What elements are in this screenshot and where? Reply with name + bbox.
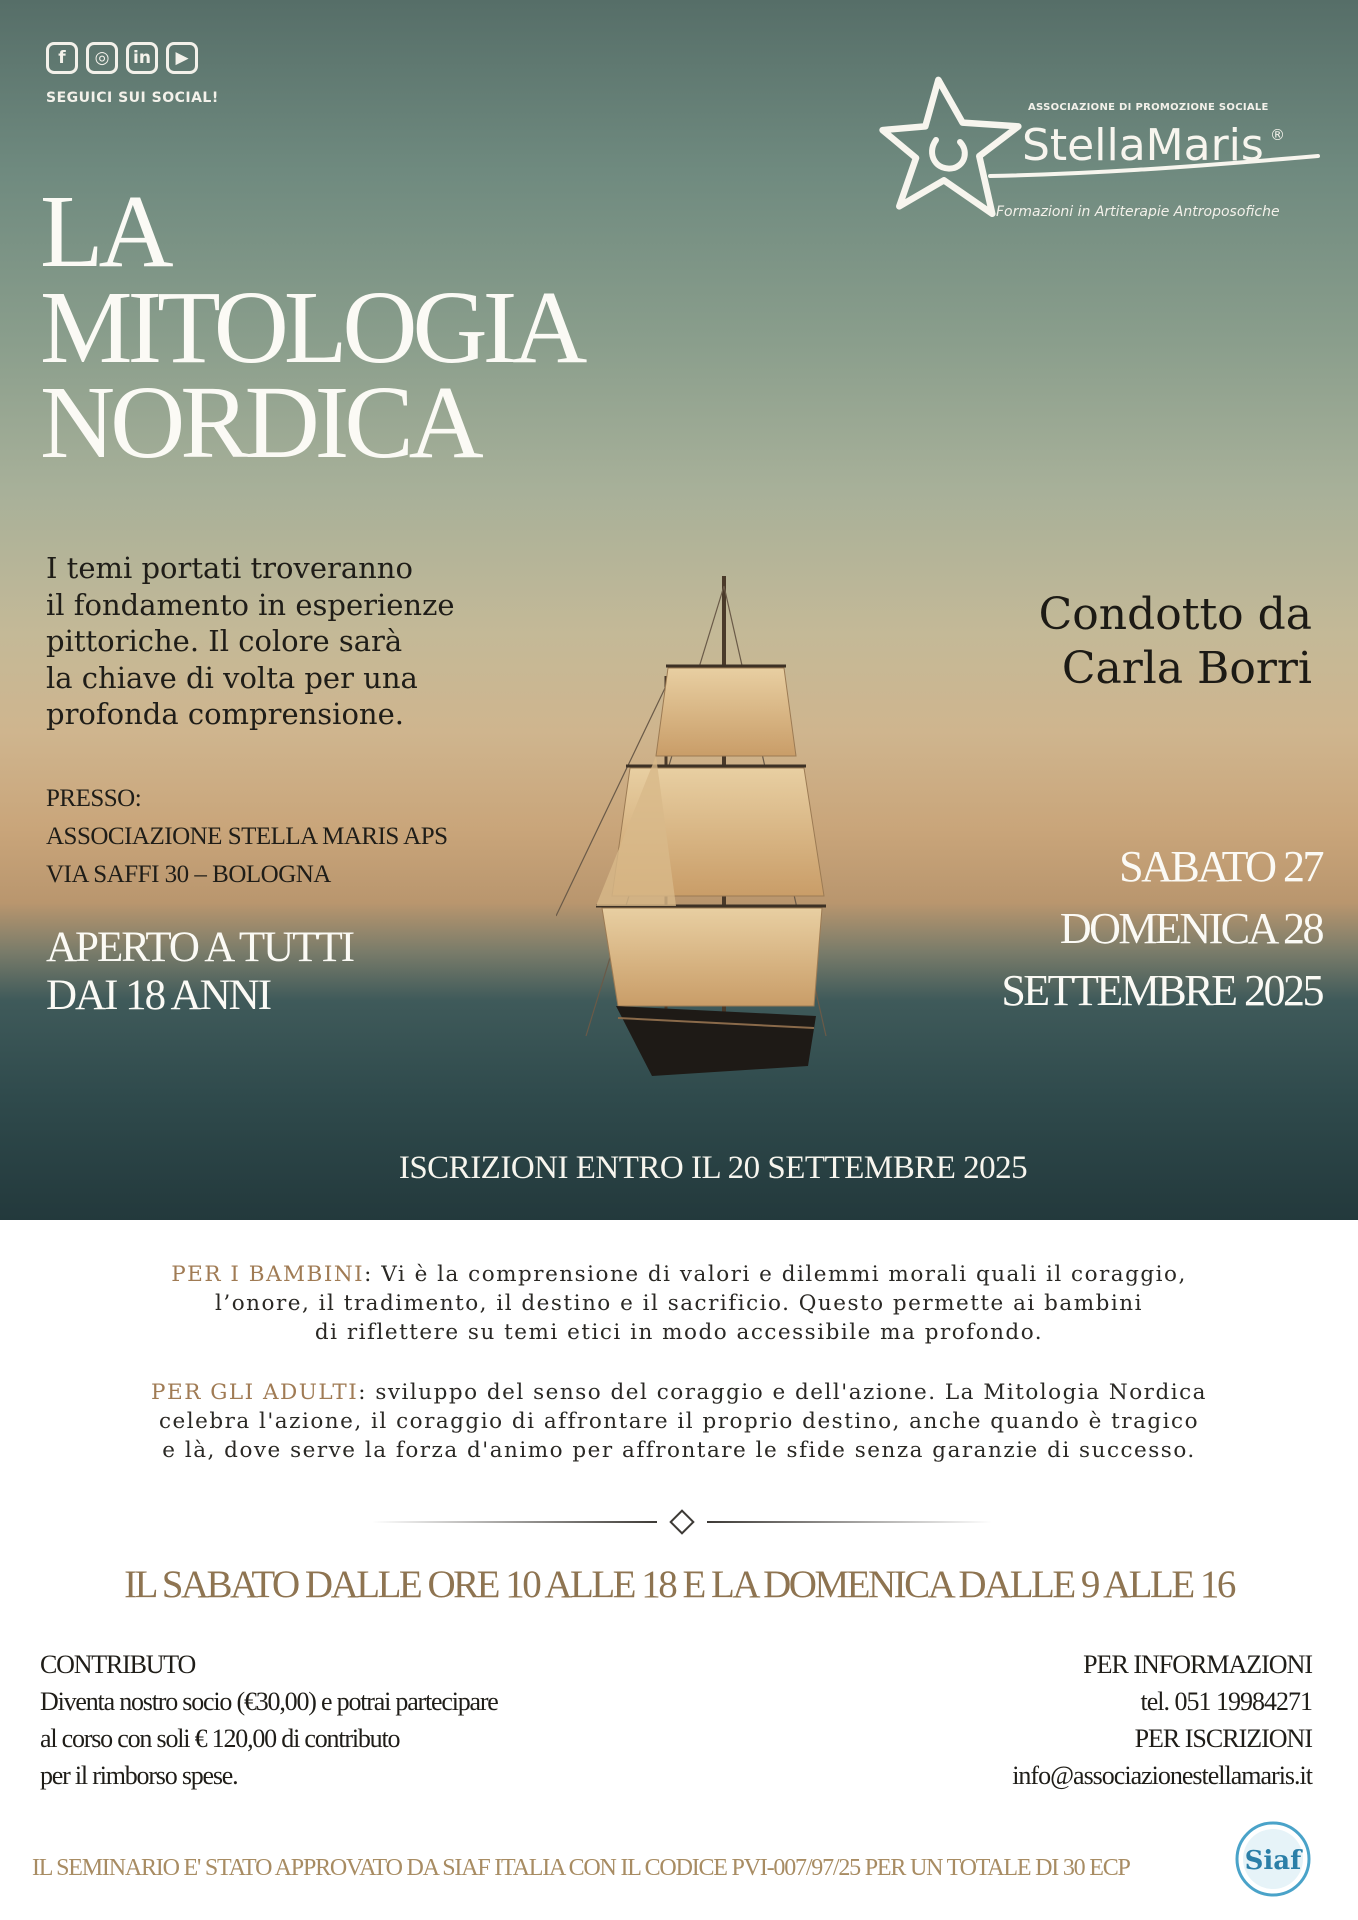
title-line: MITOLOGIA (40, 269, 583, 385)
divider-line-right (707, 1521, 992, 1523)
title-line: LA (40, 174, 169, 289)
logo-assoc-label: ASSOCIAZIONE DI PROMOZIONE SOCIALE (1028, 102, 1269, 113)
diamond-icon (669, 1509, 694, 1534)
conductor-label: Condotto da (1038, 589, 1312, 640)
contribution-line: per il rimborso spese. (40, 1761, 238, 1790)
schedule-text: IL SABATO DALLE ORE 10 ALLE 18 E LA DOMENICA DALLE 9 ALLE 16 (124, 1563, 1234, 1606)
kids-line: di riflettere su temi etici in modo accessibile ma profondo. (314, 1320, 1044, 1345)
registration-deadline: ISCRIZIONI ENTRO IL 20 SETTEMBRE 2025 (398, 1150, 1028, 1186)
audience-line: DAI 18 ANNI (46, 972, 271, 1019)
title-line: NORDICA (40, 365, 479, 481)
logo-tagline: Formazioni in Artiterapie Antroposofiche (996, 204, 1280, 220)
contribution-line: Diventa nostro socio (€30,00) e potrai partecipare (40, 1687, 498, 1716)
stella-maris-logo (878, 76, 1323, 226)
adults-paragraph (70, 1378, 1288, 1465)
conductor-name: Carla Borri (1061, 643, 1312, 694)
linkedin-icon[interactable]: in (126, 42, 158, 74)
svg-text:Siaf: Siaf (1244, 1846, 1302, 1876)
kids-line: l’onore, il tradimento, il destino e il sacrificio. Questo permette ai bambini (215, 1291, 1143, 1316)
instagram-icon[interactable]: ◎ (86, 42, 118, 74)
audience-info (46, 924, 353, 1020)
siaf-approval-note: IL SEMINARIO E' STATO APPROVATO DA SIAF ITALIA CON IL CODICE PVI-007/97/25 PER UN TOTALE DI 30 ECP (32, 1855, 1130, 1881)
logo-brand-name: StellaMaris (1022, 120, 1264, 171)
registered-mark: ® (1270, 126, 1285, 144)
social-icons (46, 42, 198, 74)
email-link[interactable]: info@associazionestellamaris.it (1012, 1761, 1312, 1790)
youtube-icon[interactable]: ▶ (166, 42, 198, 74)
venue-name: ASSOCIAZIONE STELLA MARIS APS (46, 823, 448, 850)
conductor-info (1039, 588, 1312, 696)
date-line: DOMENICA 28 (1059, 904, 1322, 953)
signup-heading: PER ISCRIZIONI (1134, 1724, 1312, 1753)
adults-lead: PER GLI ADULTI (151, 1380, 359, 1405)
adults-line: e là, dove serve la forza d'animo per affrontare le sfide senza garanzie di successo. (162, 1438, 1196, 1463)
venue-address: VIA SAFFI 30 – BOLOGNA (46, 861, 331, 888)
audience-line: APERTO A TUTTI (46, 924, 354, 971)
event-dates (1001, 836, 1322, 1022)
facebook-icon[interactable]: f (46, 42, 78, 74)
date-line: SABATO 27 (1119, 842, 1322, 891)
siaf-logo (1234, 1820, 1312, 1898)
adults-line: : sviluppo del senso del coraggio e dell'azione. La Mitologia Nordica (358, 1380, 1207, 1405)
contribution-heading: CONTRIBUTO (40, 1650, 196, 1679)
phone-number[interactable]: tel. 051 19984271 (1140, 1687, 1312, 1716)
follow-us-text: SEGUICI SUI SOCIAL! (46, 90, 219, 106)
date-line: SETTEMBRE 2025 (1001, 966, 1322, 1015)
kids-lead: PER I BAMBINI (171, 1262, 365, 1287)
divider-line-left (372, 1521, 657, 1523)
venue-info (46, 780, 448, 894)
intro-line: profonda comprensione. (46, 697, 404, 732)
venue-label: PRESSO: (46, 785, 142, 812)
ornamental-divider (372, 1508, 992, 1536)
kids-paragraph (70, 1260, 1288, 1347)
contribution-line: al corso con soli € 120,00 di contributo (40, 1724, 400, 1753)
contribution-info (40, 1646, 498, 1794)
adults-line: celebra l'azione, il coraggio di affrontare il proprio destino, anche quando è tragico (158, 1409, 1200, 1434)
info-heading: PER INFORMAZIONI (1083, 1650, 1312, 1679)
intro-line: il fondamento in esperienze (46, 587, 455, 622)
intro-line: pittoriche. Il colore sarà (46, 624, 403, 659)
intro-line: I temi portati troveranno (46, 551, 413, 585)
intro-line: la chiave di volta per una (46, 660, 418, 695)
intro-text (46, 550, 516, 733)
page-title (40, 174, 583, 481)
contact-info (1012, 1646, 1312, 1794)
kids-line: : Vi è la comprensione di valori e dilemmi morali quali il coraggio, (364, 1262, 1187, 1287)
sailing-ship-illustration (556, 566, 846, 1106)
